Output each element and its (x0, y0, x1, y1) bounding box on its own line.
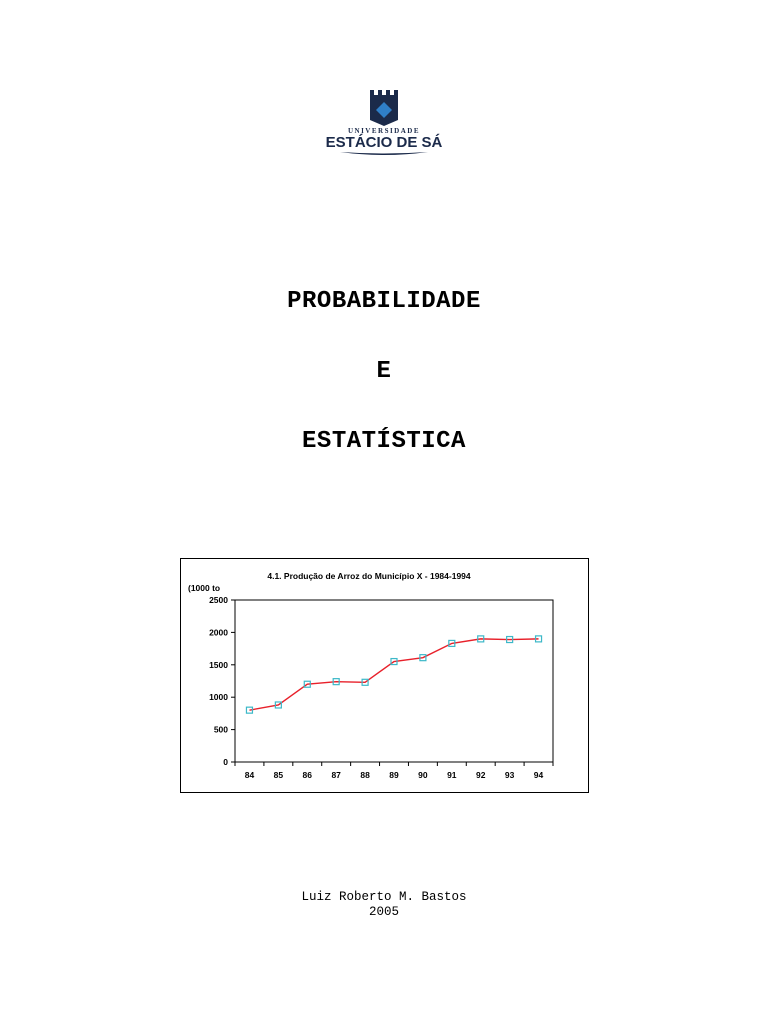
y-tick-label: 1000 (209, 692, 228, 703)
estacio-logo-graphic (318, 88, 450, 160)
y-tick-label: 1500 (209, 659, 228, 670)
series-line (249, 639, 538, 710)
logo-line2: ESTÁCIO DE SÁ (325, 134, 443, 151)
title-line-1: PROBABILIDADE (287, 288, 481, 315)
x-tick-label: 88 (360, 770, 370, 780)
chart-svg (181, 559, 588, 792)
y-tick-label: 2000 (209, 627, 228, 638)
chart-title: 4.1. Produção de Arroz do Município X - 1984-1994 (267, 571, 471, 581)
author-name: Luiz Roberto M. Bastos (301, 890, 467, 904)
title-line-2: E (376, 358, 392, 385)
x-tick-label: 86 (302, 770, 313, 780)
title-line-3: ESTATÍSTICA (302, 428, 466, 455)
x-tick-label: 94 (533, 770, 544, 780)
x-tick-label: 91 (447, 770, 457, 780)
chart-y-axis-label: (1000 to (188, 583, 221, 593)
x-tick-label: 85 (273, 770, 284, 780)
x-tick-label: 90 (418, 770, 428, 780)
logo-line1: UNIVERSIDADE (347, 127, 421, 135)
logo-swoosh (340, 152, 428, 155)
y-tick-label: 2500 (209, 595, 228, 605)
x-tick-label: 84 (244, 770, 255, 780)
y-tick-label: 0 (223, 757, 228, 767)
production-chart (180, 558, 589, 793)
x-tick-label: 87 (331, 770, 341, 780)
x-tick-label: 89 (389, 770, 399, 780)
author-year: 2005 (368, 905, 399, 919)
plot-area-frame (235, 600, 553, 762)
y-tick-label: 500 (213, 724, 228, 735)
university-logo (318, 88, 450, 160)
x-tick-label: 93 (504, 770, 515, 780)
x-tick-label: 92 (475, 770, 486, 780)
